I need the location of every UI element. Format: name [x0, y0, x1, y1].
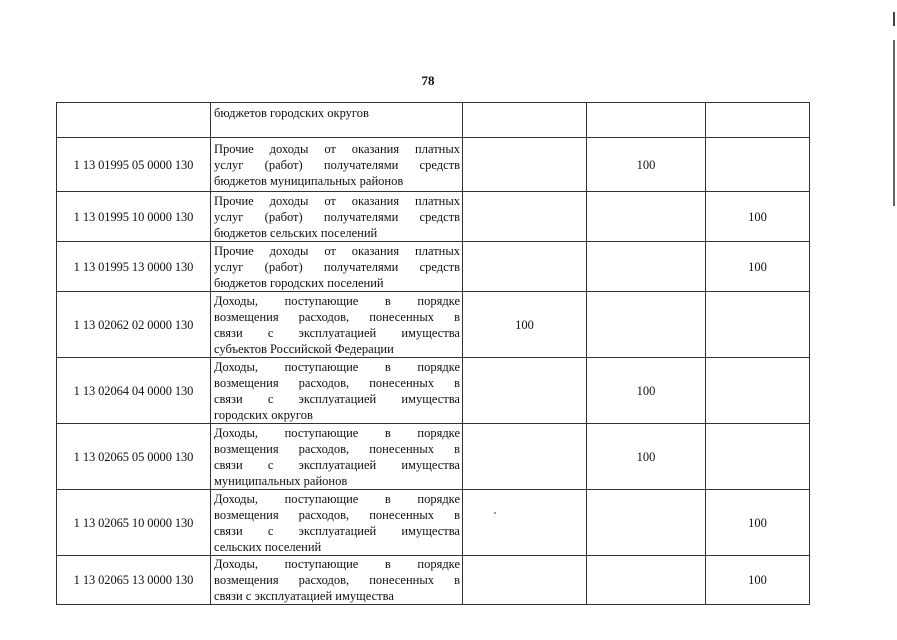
- revenue-name-line: Прочие доходы от оказания платных: [214, 193, 460, 208]
- table-body: [57, 103, 810, 605]
- normative-value-cell-1: 100: [463, 292, 587, 358]
- normative-value-cell-2: [587, 103, 706, 138]
- table-row: [57, 192, 810, 242]
- normative-value-cell-3: 100: [706, 242, 810, 292]
- revenue-name-line: Прочие доходы от оказания платных: [214, 141, 460, 156]
- scan-edge-mark: [893, 12, 895, 26]
- normative-value-cell-1: [463, 358, 587, 424]
- normative-value-cell-1: [463, 556, 587, 605]
- normative-value-cell-1: [463, 242, 587, 292]
- normative-value-cell-3: 100: [706, 490, 810, 556]
- revenue-code-cell: [57, 103, 211, 138]
- normative-value-cell-2: 100: [587, 424, 706, 490]
- revenue-name-cell: [211, 192, 463, 242]
- revenue-name-line: услуг (работ) получателями средств: [214, 259, 460, 274]
- revenue-code-cell: 1 13 01995 10 0000 130: [57, 192, 211, 242]
- normative-value-cell-2: [587, 556, 706, 605]
- revenue-code-cell: 1 13 02064 04 0000 130: [57, 358, 211, 424]
- revenue-name-line: связи с эксплуатацией имущества: [214, 391, 460, 406]
- normative-value-cell-3: [706, 358, 810, 424]
- revenue-name-line: бюджетов городских округов: [214, 106, 369, 120]
- scan-edge-line: [893, 40, 895, 206]
- revenue-name-line: Доходы, поступающие в порядке: [214, 359, 460, 374]
- budget-revenue-table: [56, 102, 810, 605]
- revenue-code-cell: 1 13 01995 05 0000 130: [57, 138, 211, 192]
- table-row: [57, 358, 810, 424]
- revenue-name-cell: [211, 358, 463, 424]
- normative-value-cell-2: [587, 242, 706, 292]
- normative-value-cell-2: [587, 292, 706, 358]
- revenue-name-cell: [211, 138, 463, 192]
- normative-value-cell-3: [706, 292, 810, 358]
- page-number: 78: [421, 73, 435, 88]
- normative-value-cell-2: 100: [587, 358, 706, 424]
- revenue-name-cell: [211, 103, 463, 138]
- revenue-name-cell: [211, 490, 463, 556]
- normative-value-cell-3: [706, 138, 810, 192]
- revenue-name-cell: [211, 556, 463, 605]
- table-row: [57, 242, 810, 292]
- revenue-name-line: возмещения расходов, понесенных в: [214, 375, 460, 390]
- revenue-name-line: возмещения расходов, понесенных в: [214, 507, 460, 522]
- normative-value-cell-2: [587, 490, 706, 556]
- revenue-name-line: возмещения расходов, понесенных в: [214, 441, 460, 456]
- revenue-code-cell: 1 13 02065 10 0000 130: [57, 490, 211, 556]
- normative-value-cell-1: [463, 103, 587, 138]
- normative-value-cell-3: 100: [706, 556, 810, 605]
- table-row: [57, 490, 810, 556]
- revenue-name-line: субъектов Российской Федерации: [214, 341, 394, 356]
- revenue-name-line: бюджетов муниципальных районов: [214, 173, 404, 188]
- revenue-code-cell: 1 13 02062 02 0000 130: [57, 292, 211, 358]
- revenue-name-line: связи с эксплуатацией имущества: [214, 523, 460, 538]
- revenue-name-line: бюджетов городских поселений: [214, 275, 384, 290]
- revenue-name-line: Доходы, поступающие в порядке: [214, 425, 460, 440]
- revenue-code-cell: 1 13 02065 05 0000 130: [57, 424, 211, 490]
- normative-value-cell-1: [463, 138, 587, 192]
- table-row: [57, 138, 810, 192]
- table-row: [57, 556, 810, 605]
- revenue-name-cell: [211, 242, 463, 292]
- normative-value-cell-2: [587, 192, 706, 242]
- revenue-name-line: Доходы, поступающие в порядке: [214, 491, 460, 506]
- revenue-name-line: услуг (работ) получателями средств: [214, 157, 460, 172]
- normative-value-cell-1: [463, 424, 587, 490]
- revenue-name-line: Доходы, поступающие в порядке: [214, 557, 460, 571]
- revenue-name-cell: [211, 424, 463, 490]
- normative-value-cell-3: 100: [706, 192, 810, 242]
- table-row: [57, 292, 810, 358]
- revenue-name-line: услуг (работ) получателями средств: [214, 209, 460, 224]
- table-row: [57, 103, 810, 138]
- revenue-name-line: городских округов: [214, 407, 313, 422]
- normative-value-cell-2: 100: [587, 138, 706, 192]
- revenue-name-line: Прочие доходы от оказания платных: [214, 243, 460, 258]
- revenue-name-line: связи с эксплуатацией имущества: [214, 325, 460, 340]
- revenue-name-line: связи с эксплуатацией имущества: [214, 589, 394, 603]
- revenue-name-line: муниципальных районов: [214, 473, 348, 488]
- normative-value-cell-1: [463, 192, 587, 242]
- revenue-code-cell: 1 13 02065 13 0000 130: [57, 556, 211, 605]
- revenue-name-cell: [211, 292, 463, 358]
- revenue-name-line: сельских поселений: [214, 539, 322, 554]
- normative-value-cell-3: [706, 103, 810, 138]
- revenue-name-line: возмещения расходов, понесенных в: [214, 309, 460, 324]
- revenue-name-line: бюджетов сельских поселений: [214, 225, 378, 240]
- normative-value-cell-1: [463, 490, 587, 556]
- normative-value-cell-3: [706, 424, 810, 490]
- revenue-name-line: Доходы, поступающие в порядке: [214, 293, 460, 308]
- table-row: [57, 424, 810, 490]
- revenue-code-cell: 1 13 01995 13 0000 130: [57, 242, 211, 292]
- revenue-name-line: связи с эксплуатацией имущества: [214, 457, 460, 472]
- revenue-name-line: возмещения расходов, понесенных в: [214, 573, 460, 587]
